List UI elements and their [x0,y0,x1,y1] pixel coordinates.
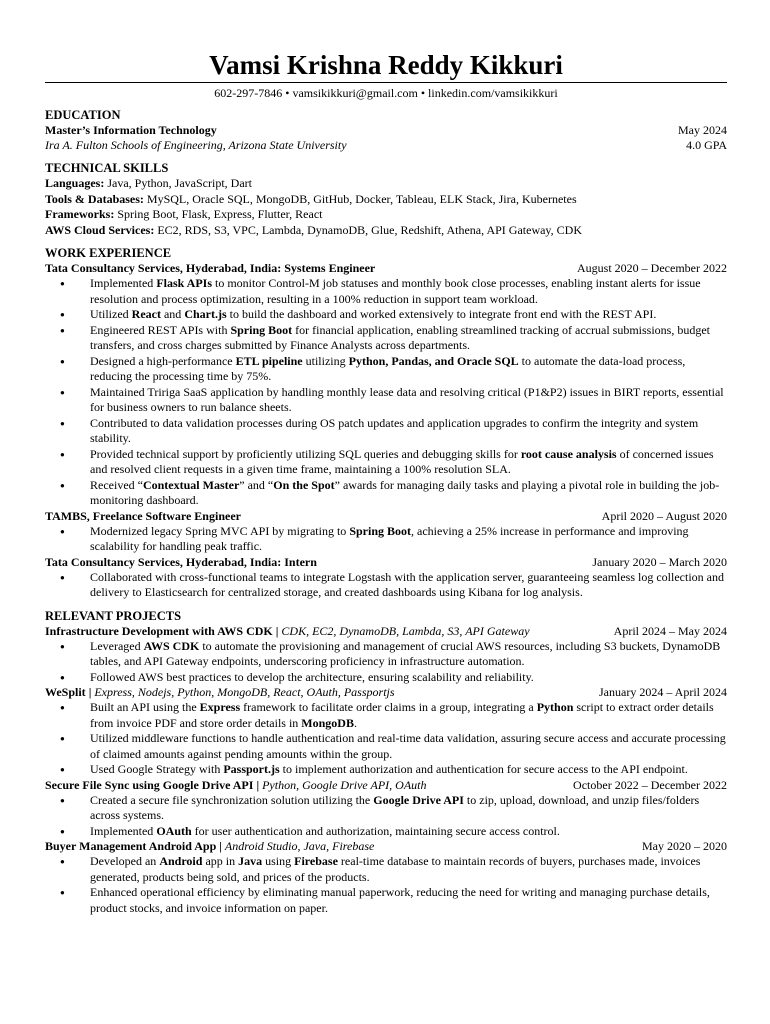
bullet-item [45,276,727,307]
bullet-text: Engineered REST APIs with [90,322,231,337]
bold-text: Express [199,700,241,714]
degree: Master’s Information Technology [45,123,217,137]
bullet-text: Leveraged [90,638,144,653]
bullet-item [45,385,727,416]
bullet-text: Developed an [90,854,160,868]
bullet-text: Used Google Strategy with [90,762,224,776]
bullet-list [45,639,727,686]
bullet-text: for financial application, enabling streamlined tracking of accrual submissions, budget transfers, and cross charges submitted by Finance Analysts across departments. [90,322,710,352]
project-title: WeSplit [45,685,86,699]
project-dates: May 2020 – 2020 [642,839,727,853]
bold-text: React [131,307,161,321]
bullet-item [45,447,727,478]
bold-text: AWS CDK [143,638,200,653]
bold-text: OAuth [156,823,192,838]
job-header-row [45,509,727,524]
skill-value: MySQL, Oracle SQL, MongoDB, GitHub, Docker, Tableau, ELK Stack, Jira, Kubernetes [143,191,577,206]
project-heading [45,624,530,639]
bullet-item [45,762,727,778]
skill-value: Spring Boot, Flask, Express, Flutter, React [114,207,323,221]
project-heading [45,839,374,854]
skill-value: Java, Python, JavaScript, Dart [104,176,252,190]
bullet-item [45,793,727,824]
bullet-text: ” awards for managing daily tasks and playing a pivotal role in building the job-monitoring dashboard. [90,477,720,507]
bullet-text: Built an API using the [90,700,200,714]
bullet-text: to zip, upload, download, and unzip files/folders across systems. [90,792,700,822]
bullet-text: to implement authorization and authentication for secure access to the API endpoint. [279,762,688,776]
bullet-item [45,731,727,762]
projects-heading: RELEVANT PROJECTS [45,608,182,623]
separator: | [85,685,95,699]
bold-text: MongoDB [301,715,354,730]
bullet-list [45,276,727,509]
bullet-text: Collaborated with cross-functional teams to integrate Logstash with the application server, guaranteeing seamless log collection and delivery to Elasticsearch for centralized storage, and created dashboards using Kibana for log analysis. [90,569,724,599]
work-experience-list [45,261,727,601]
project-title: Secure File Sync using Google Drive API [45,777,254,792]
bullet-text: and [160,307,185,321]
bullet-item [45,354,727,385]
job-header-row [45,555,727,570]
bullet-text: to automate the provisioning and management of crucial AWS resources, including S3 buckets, DynamoDB tables, and API Gateway endpoints, underscoring proficiency in infrastructure automation. [90,638,721,668]
project-heading [45,685,395,700]
bullet-text: using [262,854,295,868]
separator: | [216,839,225,853]
bullet-text: Modernized legacy Spring MVC API by migrating to [90,523,350,538]
bullet-item [45,570,727,601]
project-title: Buyer Management Android App [45,839,217,853]
bullet-item [45,854,727,885]
graduation-date: May 2024 [678,123,727,137]
candidate-name: Vamsi Krishna Reddy Kikkuri [209,50,563,80]
job-title: TAMBS, Freelance Software Engineer [45,508,241,523]
bullet-text: framework to facilitate order claims in a group, integrating a [240,700,537,714]
skill-label: Tools & Databases: [45,191,144,206]
bullet-text: , achieving a 25% increase in performance and improving scalability for handling peak traffic. [90,523,689,553]
bullet-text: ” and “ [239,477,274,492]
education-heading: EDUCATION [45,108,121,122]
work-heading: WORK EXPERIENCE [45,246,172,260]
bullet-text: Designed a high-performance [90,353,236,368]
resume-page [45,50,727,916]
bold-text: Python, Pandas, and Oracle SQL [348,353,519,368]
bullet-text: Provided technical support by proficiently utilizing SQL queries and debugging skills for [90,446,521,461]
projects-list [45,624,727,917]
bullet-text: to build the dashboard and worked extensively to integrate front end with the REST API. [226,307,657,321]
bullet-item [45,824,727,840]
job-title: Tata Consultancy Services, Hyderabad, India: Intern [45,554,317,569]
education-degree-row [45,123,727,138]
job-dates: August 2020 – December 2022 [577,261,727,275]
project-heading [45,778,427,793]
separator: | [272,623,282,638]
project-header-row [45,778,727,793]
bullet-item [45,416,727,447]
skill-line [45,223,727,239]
bullet-text: Enhanced operational efficiency by eliminating manual paperwork, reducing the need for writing and managing purchase details, product stocks, and invoice information on paper. [90,885,710,915]
project-dates: October 2022 – December 2022 [573,777,727,792]
bullet-text: Received “ [90,477,143,492]
bullet-text: Utilized [90,307,132,321]
project-dates: April 2024 – May 2024 [613,623,727,638]
bullet-text: . [353,715,357,730]
skill-label: Frameworks: [45,207,115,221]
bold-text: Passport.js [223,762,280,776]
bold-text: Python [536,700,574,714]
bold-text: root cause analysis [520,446,617,461]
project-tech: Python, Google Drive API, OAuth [262,777,427,792]
bullet-item [45,639,727,670]
bold-text: Android [159,854,203,868]
gpa: 4.0 GPA [686,138,727,152]
project-tech: Android Studio, Java, Firebase [224,839,375,853]
job-dates: April 2020 – August 2020 [601,508,727,523]
bold-text: Chart.js [184,307,227,321]
bullet-text: app in [202,854,239,868]
bold-text: Google Drive API [373,792,464,807]
bullet-text: Utilized middleware functions to handle authentication and real-time data validation, assuring secure access and accurate processing of claimed amounts against pending amounts within the group. [90,731,726,761]
skill-label: Languages: [45,176,105,190]
bullet-text: script to extract order details from invoice PDF and store order details in [90,700,714,730]
bullet-text: to monitor Control-M job statuses and monthly book close processes, enabling instant alerts for issue resolution and process optimization, resulting in a 100% reduction in support team workload. [90,276,701,306]
bullet-text: Implemented [90,823,157,838]
bullet-item [45,524,727,555]
bullet-list [45,854,727,916]
bullet-list [45,570,727,601]
bold-text: Spring Boot [349,523,411,538]
bullet-text: to automate the data-load process, reducing the processing time by 75%. [90,353,686,383]
bullet-list [45,700,727,778]
bullet-text: for user authentication and authorization, maintaining secure access control. [191,823,560,838]
bullet-text: Contributed to data validation processes during OS patch updates and application upgrades to confirm the integrity and system stability. [90,415,699,445]
project-title: Infrastructure Development with AWS CDK [45,623,273,638]
bullet-item [45,323,727,354]
bullet-text: real-time database to maintain records of buyers, purchases made, invoices generated, products being sold, and prices of the products. [90,854,701,884]
job-dates: January 2020 – March 2020 [592,554,727,569]
project-header-row [45,685,727,700]
education-school-row [45,138,727,153]
skills-heading: TECHNICAL SKILLS [45,161,169,175]
bold-text: Java [238,854,263,868]
skill-label: AWS Cloud Services: [45,222,155,237]
bullet-list [45,793,727,840]
job-header-row [45,261,727,276]
bullet-text: Created a secure file synchronization solution utilizing the [90,792,374,807]
bullet-text: Implemented [90,276,157,290]
project-header-row [45,839,727,854]
skill-line [45,176,727,192]
job-title: Tata Consultancy Services, Hyderabad, India: Systems Engineer [45,261,376,275]
bullet-item [45,700,727,731]
project-tech: Express, Nodejs, Python, MongoDB, React, OAuth, Passportjs [94,685,395,699]
project-header-row [45,624,727,639]
bold-text: ETL pipeline [235,353,303,368]
bullet-text: Followed AWS best practices to develop the architecture, ensuring scalability and reliability. [90,669,534,684]
separator: | [253,777,263,792]
bold-text: Spring Boot [230,322,293,337]
project-dates: January 2024 – April 2024 [599,685,727,699]
bold-text: Contextual Master [142,477,240,492]
bullet-text: utilizing [302,353,349,368]
bullet-item [45,670,727,686]
header-divider [45,82,727,83]
bullet-text: of concerned issues and resolved client requests in a given time frame, maintaining a 100% resolution SLA. [90,446,714,476]
contact-line: 602-297-7846 • vamsikikkuri@gmail.com • linkedin.com/vamsikikkuri [214,86,558,100]
bullet-item [45,885,727,916]
project-tech: CDK, EC2, DynamoDB, Lambda, S3, API Gateway [281,623,530,638]
bullet-item [45,307,727,323]
bullet-list [45,524,727,555]
skills-list [45,176,727,238]
bold-text: Flask APIs [156,276,212,290]
school: Ira A. Fulton Schools of Engineering, Arizona State University [45,138,347,152]
skill-line [45,192,727,208]
bold-text: Firebase [294,854,338,868]
skill-value: EC2, RDS, S3, VPC, Lambda, DynamoDB, Glue, Redshift, Athena, API Gateway, CDK [154,222,582,237]
bullet-item [45,478,727,509]
bullet-text: Maintained Tririga SaaS application by handling monthly lease data and resolving critical (P1&P2) issues in BIRT reports, essential for business owners to run balance sheets. [90,384,724,414]
skill-line [45,207,727,223]
bold-text: On the Spot [273,477,335,492]
